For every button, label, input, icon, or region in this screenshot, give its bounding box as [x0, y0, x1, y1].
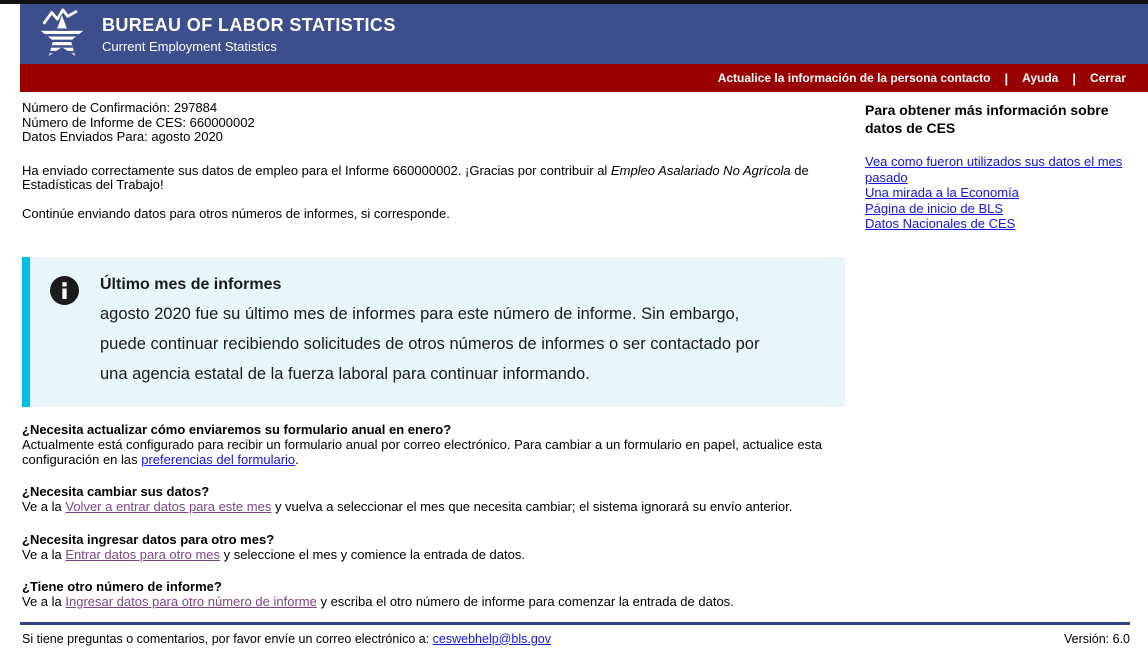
section-form-preference	[22, 422, 845, 467]
success-message-tail: de Estadísticas del Trabajo!	[22, 162, 809, 192]
confirmation-block	[22, 101, 845, 145]
footer-contact-text: Si tiene preguntas o comentarios, por favor envíe un correo electrónico a:	[22, 631, 433, 646]
reenter-data-link[interactable]: Volver a entrar datos para este mes	[65, 499, 272, 514]
section-body	[22, 548, 845, 563]
nav-close-link[interactable]: Cerrar	[1089, 71, 1126, 85]
continue-message: Continúe enviando datos para otros números de informes, si corresponde.	[22, 205, 450, 221]
section-heading: ¿Necesita cambiar sus datos?	[22, 484, 210, 499]
masthead-text	[102, 15, 396, 54]
bls-star-logo-icon	[34, 7, 90, 61]
enter-other-report-link[interactable]: Ingresar datos para otro número de informe	[65, 594, 317, 609]
footer-contact	[22, 632, 551, 646]
footer-version: Versión: 6.0	[1063, 631, 1130, 646]
sidebar-link-economy-glance[interactable]: Una mirada a la Economía	[865, 185, 1019, 200]
sidebar-link-ces-national[interactable]: Datos Nacionales de CES	[865, 216, 1016, 231]
enter-other-month-link[interactable]: Entrar datos para otro mes	[65, 546, 221, 562]
footer-email-link[interactable]: ceswebhelp@bls.gov	[432, 631, 551, 646]
info-alert-title: Último mes de informes	[100, 276, 282, 293]
main-column	[22, 101, 845, 610]
sidebar-link-bls-home[interactable]: Página de inicio de BLS	[865, 200, 1004, 216]
section-text: Actualmente está configurado para recibir un formulario anual por correo electrónico. Para cambiar a un formulario en papel, actualice esta configuración en las	[22, 437, 822, 467]
info-alert	[22, 257, 845, 407]
section-body	[22, 500, 845, 515]
utility-nav	[20, 64, 1148, 92]
masthead	[20, 4, 1148, 64]
nav-help-link[interactable]: Ayuda	[1022, 71, 1059, 85]
section-text: Ve a la	[22, 594, 66, 609]
nav-update-contact-link[interactable]: Actualice la información de la persona contacto	[717, 71, 991, 85]
content-area	[20, 92, 1148, 610]
section-body	[22, 595, 845, 610]
section-text: Ve a la	[22, 499, 66, 514]
section-heading: ¿Necesita actualizar cómo enviaremos su formulario anual en enero?	[22, 422, 452, 437]
section-other-month	[22, 532, 845, 563]
section-text: Ve a la	[22, 546, 66, 562]
section-text-tail: y escriba el otro número de informe para comenzar la entrada de datos.	[316, 594, 734, 609]
info-alert-body	[100, 274, 785, 389]
page	[20, 4, 1148, 646]
confirmation-number: Número de Confirmación: 297884	[22, 100, 218, 115]
sidebar-link-data-usage[interactable]: Vea como fueron utilizados sus datos el mes pasado	[865, 154, 1123, 185]
app-subtitle: Current Employment Statistics	[102, 38, 277, 54]
section-heading: ¿Tiene otro número de informe?	[22, 579, 222, 594]
info-alert-text: agosto 2020 fue su último mes de informes para este número de informe. Sin embargo, puede continuar recibiendo solicitudes de otros números de informes o ser contactado por una agencia estatal de la fuerza laboral para continuar informando.	[100, 305, 760, 383]
data-sent-for: Datos Enviados Para: agosto 2020	[22, 129, 223, 144]
nav-separator: |	[1072, 70, 1076, 86]
section-change-data	[22, 484, 845, 515]
sidebar	[865, 101, 1130, 610]
success-message	[22, 164, 845, 193]
agency-title: BUREAU OF LABOR STATISTICS	[102, 14, 396, 35]
section-heading: ¿Necesita ingresar datos para otro mes?	[22, 531, 275, 547]
section-text-tail: y vuelva a seleccionar el mes que necesita cambiar; el sistema ignorará su envío anterior.	[271, 499, 793, 514]
footer	[20, 625, 1148, 646]
form-preferences-link[interactable]: preferencias del formulario	[141, 451, 296, 467]
section-text-tail: y seleccione el mes y comience la entrada de datos.	[220, 546, 525, 562]
section-body	[22, 438, 845, 467]
program-name-italic: Empleo Asalariado No Agrícola	[610, 162, 791, 178]
ces-report-number: Número de Informe de CES: 660000002	[22, 114, 255, 130]
sidebar-links	[865, 154, 1130, 232]
nav-separator: |	[1004, 70, 1009, 86]
section-text-tail: .	[295, 451, 299, 467]
success-message-text: Ha enviado correctamente sus datos de empleo para el Informe 660000002. ¡Gracias por contribuir al	[22, 162, 611, 178]
sidebar-heading: Para obtener más información sobre datos de CES	[865, 102, 1109, 136]
section-other-report	[22, 579, 845, 610]
info-icon	[50, 276, 79, 305]
